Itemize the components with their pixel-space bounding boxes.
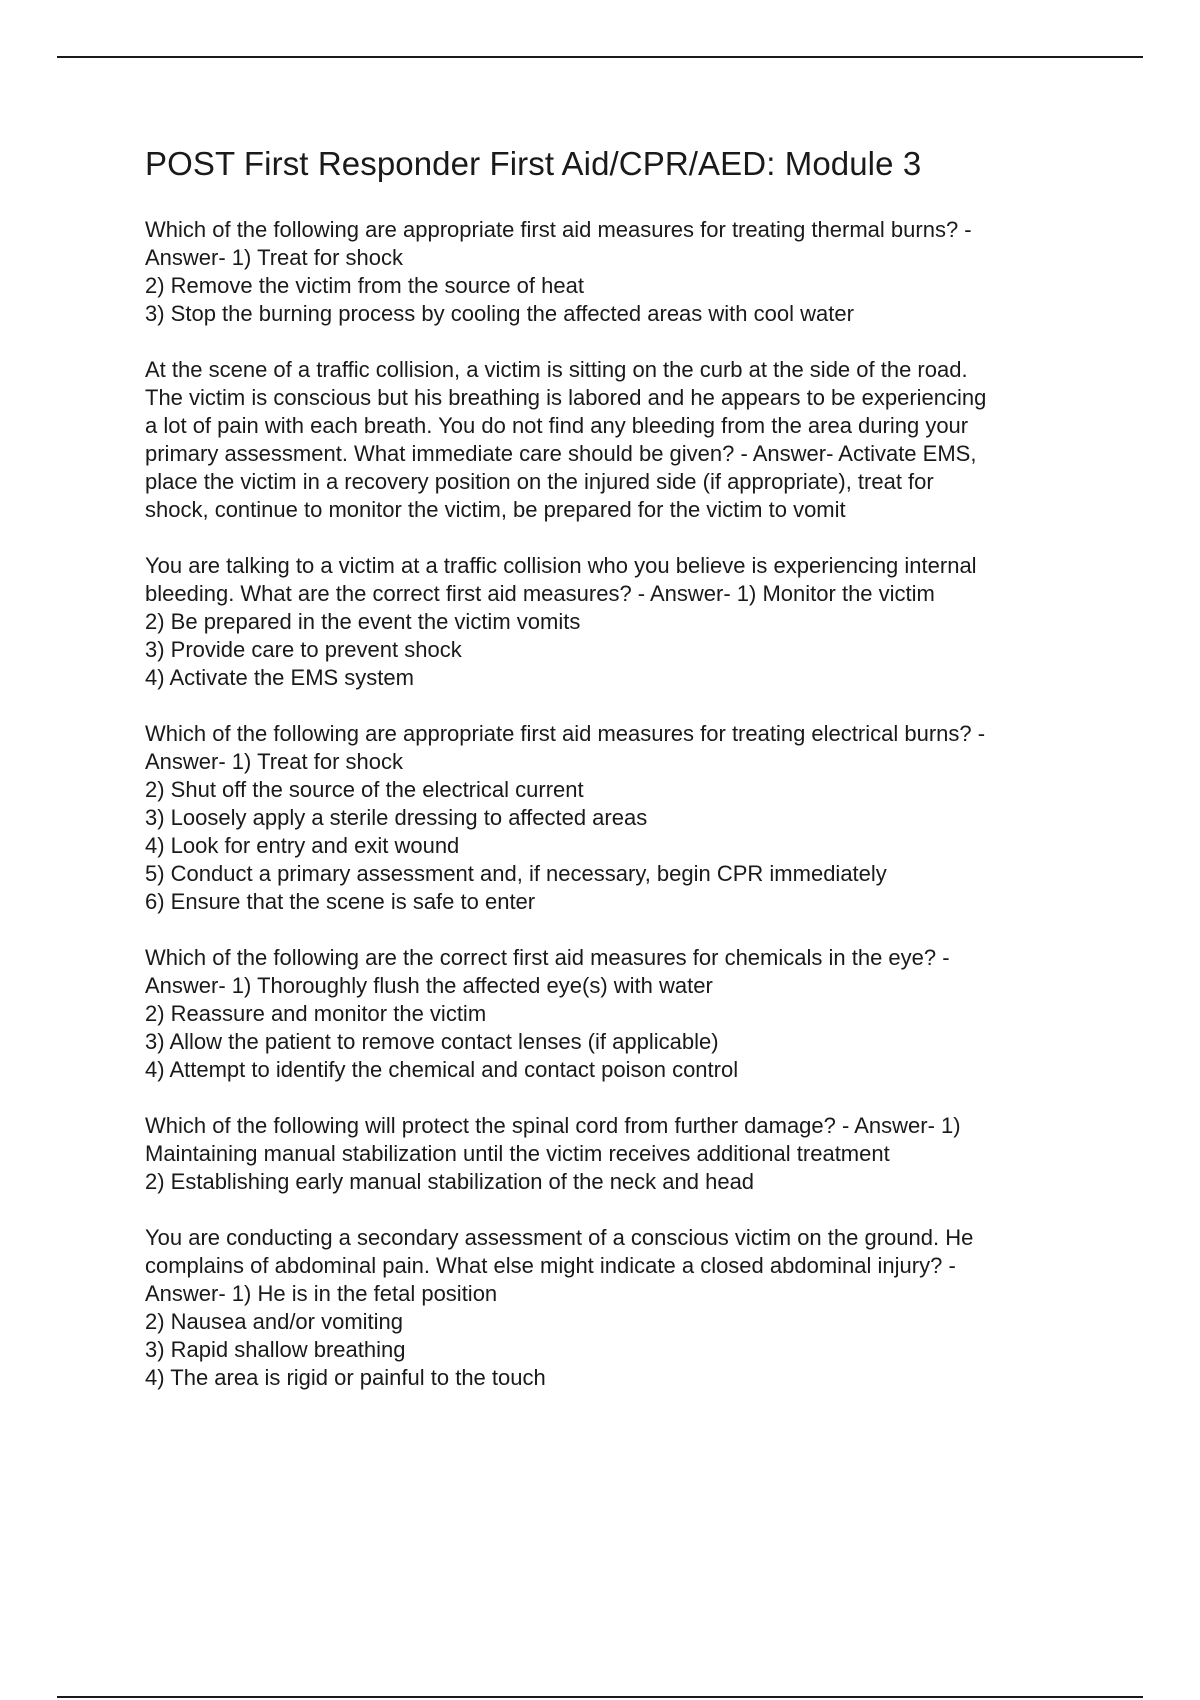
qa-item	[145, 944, 1085, 1084]
qa-text-line: 4) Look for entry and exit wound	[145, 833, 460, 858]
qa-text-line: 2) Reassure and monitor the victim	[145, 1001, 487, 1026]
document-body	[145, 140, 1085, 1420]
qa-item	[145, 720, 1085, 916]
qa-text-line: 2) Establishing early manual stabilization of the neck and head	[145, 1169, 755, 1194]
qa-text-line: 2) Shut off the source of the electrical current	[145, 777, 584, 802]
top-divider	[57, 56, 1143, 58]
qa-text-line: complains of abdominal pain. What else might indicate a closed abdominal injury? -	[145, 1253, 956, 1278]
qa-item	[145, 356, 1085, 524]
page-title: POST First Responder First Aid/CPR/AED: Module 3	[145, 145, 922, 182]
qa-text-line: 4) Activate the EMS system	[145, 665, 414, 690]
qa-text-line: 3) Rapid shallow breathing	[145, 1337, 406, 1362]
qa-text-line: a lot of pain with each breath. You do not find any bleeding from the area during your	[145, 413, 969, 438]
qa-text-line: Answer- 1) Treat for shock	[145, 749, 403, 774]
qa-text-line: 3) Stop the burning process by cooling the affected areas with cool water	[145, 301, 854, 326]
qa-question-line: At the scene of a traffic collision, a victim is sitting on the curb at the side of the road.	[145, 357, 968, 382]
qa-question-line: Which of the following are appropriate first aid measures for treating electrical burns? -	[145, 721, 986, 746]
qa-text-line: 6) Ensure that the scene is safe to enter	[145, 889, 536, 914]
qa-item	[145, 1112, 1085, 1196]
qa-text-line: primary assessment. What immediate care should be given? - Answer- Activate EMS,	[145, 441, 977, 466]
qa-text-line: shock, continue to monitor the victim, be prepared for the victim to vomit	[145, 497, 846, 522]
qa-text-line: 3) Loosely apply a sterile dressing to affected areas	[145, 805, 648, 830]
qa-text-line: bleeding. What are the correct first aid measures? - Answer- 1) Monitor the victim	[145, 581, 935, 606]
qa-question-line: Which of the following are appropriate first aid measures for treating thermal burns? -	[145, 217, 972, 242]
qa-text-line: 5) Conduct a primary assessment and, if necessary, begin CPR immediately	[145, 861, 887, 886]
qa-text-line: 3) Provide care to prevent shock	[145, 637, 462, 662]
qa-item	[145, 216, 1085, 328]
qa-question-line: You are talking to a victim at a traffic collision who you believe is experiencing internal	[145, 553, 977, 578]
bottom-divider	[57, 1696, 1143, 1698]
qa-question-line: Which of the following are the correct first aid measures for chemicals in the eye? -	[145, 945, 950, 970]
qa-question-line: Which of the following will protect the spinal cord from further damage? - Answer- 1)	[145, 1113, 961, 1138]
qa-list	[145, 216, 1085, 1392]
qa-text-line: 3) Allow the patient to remove contact lenses (if applicable)	[145, 1029, 719, 1054]
qa-item	[145, 1224, 1085, 1392]
qa-text-line: Maintaining manual stabilization until the victim receives additional treatment	[145, 1141, 890, 1166]
qa-item	[145, 552, 1085, 692]
qa-text-line: The victim is conscious but his breathing is labored and he appears to be experiencing	[145, 385, 987, 410]
qa-text-line: 2) Nausea and/or vomiting	[145, 1309, 404, 1334]
qa-text-line: Answer- 1) Thoroughly flush the affected eye(s) with water	[145, 973, 713, 998]
qa-text-line: Answer- 1) Treat for shock	[145, 245, 403, 270]
qa-text-line: 2) Be prepared in the event the victim vomits	[145, 609, 581, 634]
qa-question-line: You are conducting a secondary assessment of a conscious victim on the ground. He	[145, 1225, 974, 1250]
qa-text-line: 4) Attempt to identify the chemical and contact poison control	[145, 1057, 739, 1082]
qa-text-line: Answer- 1) He is in the fetal position	[145, 1281, 498, 1306]
qa-text-line: 4) The area is rigid or painful to the touch	[145, 1365, 546, 1390]
qa-text-line: 2) Remove the victim from the source of heat	[145, 273, 584, 298]
qa-text-line: place the victim in a recovery position on the injured side (if appropriate), treat for	[145, 469, 934, 494]
